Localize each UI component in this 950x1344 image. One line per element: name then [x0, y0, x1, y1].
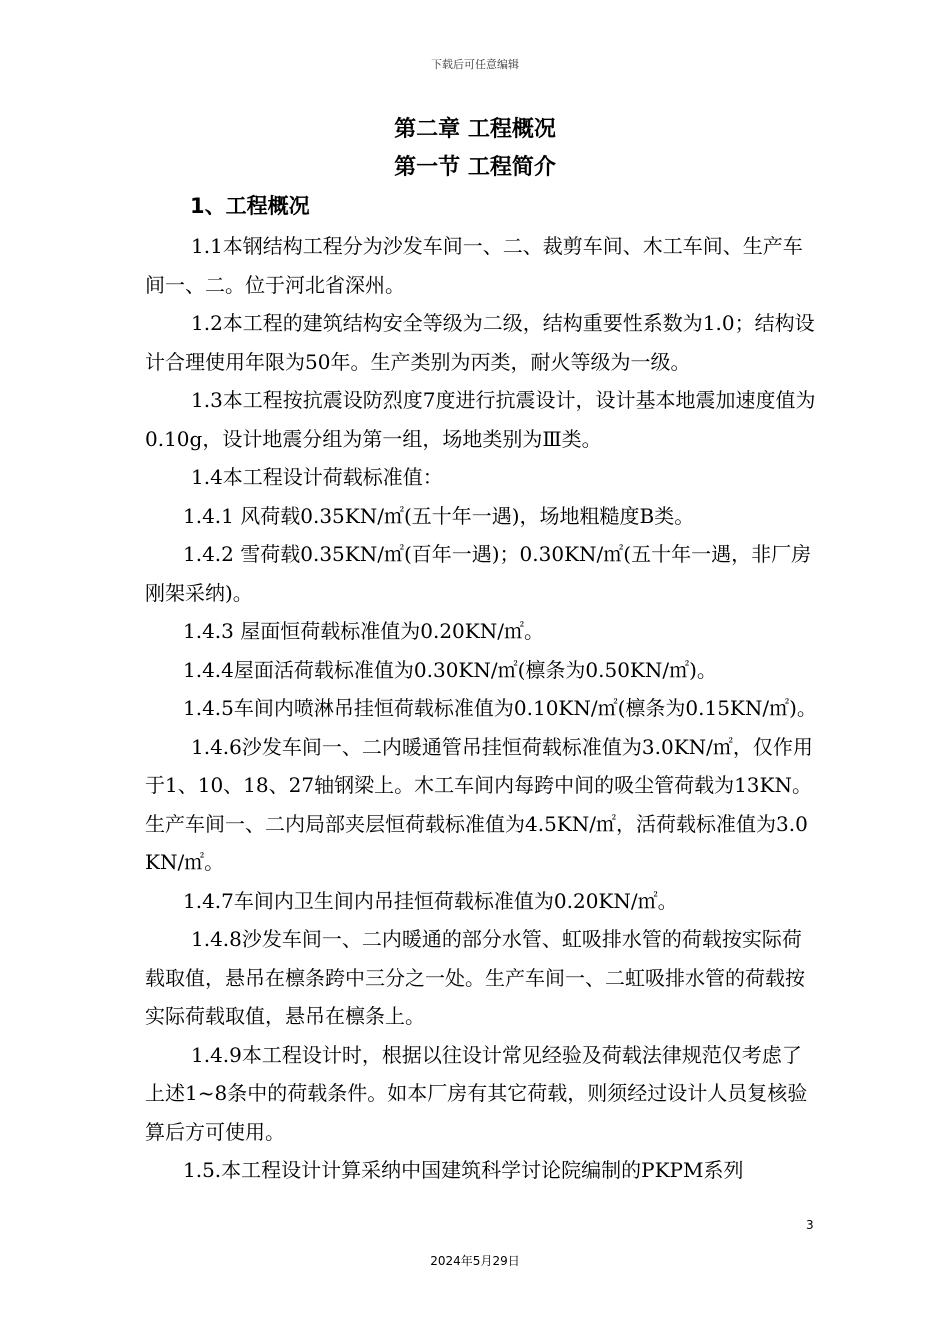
section-title: 第一节 工程简介 — [394, 155, 556, 180]
paragraph: 1.4.7车间内卫生间内吊挂恒荷载标准值为0.20KN/㎡。 — [183, 888, 678, 913]
paragraph: 1.3本工程按抗震设防烈度7度进行抗震设计，设计基本地震加速度值为0.10g，设计地震分组为第一组，场地类别为Ⅲ类。 — [145, 388, 816, 451]
paragraph: 1.2本工程的建筑结构安全等级为二级，结构重要性系数为1.0；结构设计合理使用年限为50年。生产类别为丙类，耐火等级为一级。 — [145, 311, 815, 374]
paragraph: 1.4.3 屋面恒荷载标准值为0.20KN/㎡。 — [183, 619, 544, 643]
subheading: 1、工程概况 — [190, 194, 310, 218]
body-text — [145, 227, 817, 1190]
paragraph: 1.5.本工程设计计算采纳中国建筑科学讨论院编制的PKPM系列 — [183, 1158, 744, 1182]
paragraph: 1.4.1 风荷载0.35KN/㎡(五十年一遇)，场地粗糙度B类。 — [183, 503, 695, 528]
paragraph: 1.4.2 雪荷载0.35KN/㎡(百年一遇)；0.30KN/㎡(五十年一遇，非厂房刚架采纳)。 — [145, 542, 812, 605]
paragraph: 1.4本工程设计荷载标准值： — [191, 465, 443, 489]
footer-date: 2024年5月29日 — [430, 1254, 520, 1268]
paragraph: 1.1本钢结构工程分为沙发车间一、二、裁剪车间、木工车间、生产车间一、二。位于河北省深州。 — [145, 234, 803, 297]
paragraph: 1.4.5车间内喷淋吊挂恒荷载标准值为0.10KN/㎡(檩条为0.15KN/㎡)。 — [183, 696, 817, 720]
paragraph: 1.4.6沙发车间一、二内暖通管吊挂恒荷载标准值为3.0KN/㎡，仅作用于1、10、18、27轴钢梁上。木工车间内每跨中间的吸尘管荷载为13KN。生产车间一、二内局部夹层恒荷载标准值为4.5KN/㎡，活荷载标准值为3.0KN/㎡。 — [145, 734, 813, 874]
paragraph: 1.4.4屋面活荷载标准值为0.30KN/㎡(檩条为0.50KN/㎡)。 — [183, 657, 717, 682]
page-number: 3 — [806, 1218, 814, 1232]
chapter-title: 第二章 工程概况 — [394, 117, 556, 142]
paragraph: 1.4.8沙发车间一、二内暖通的部分水管、虹吸排水管的荷载按实际荷载取值，悬吊在檩条跨中三分之一处。生产车间一、二虹吸排水管的荷载按实际荷载取值，悬吊在檩条上。 — [145, 927, 805, 1028]
paragraph: 1.4.9本工程设计时，根据以往设计常见经验及荷载法律规范仅考虑了上述1~8条中的荷载条件。如本厂房有其它荷载，则须经过设计人员复核验算后方可使用。 — [145, 1042, 808, 1144]
header-note: 下载后可任意编辑 — [431, 58, 519, 71]
